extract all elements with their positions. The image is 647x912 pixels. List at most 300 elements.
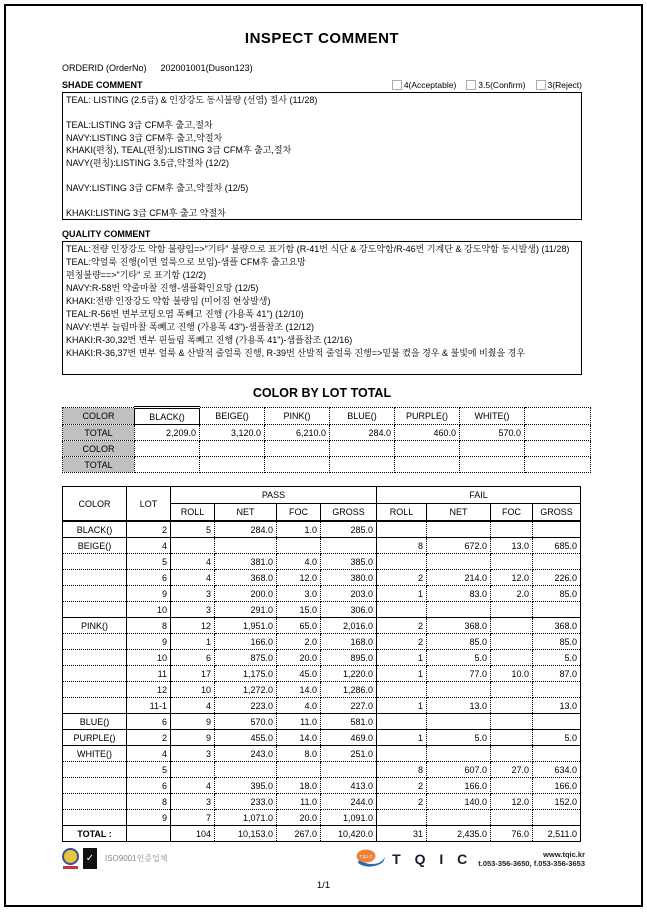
cell-pass-net: 233.0 [215, 794, 277, 810]
cell-fail-foc [491, 602, 533, 618]
comment-line: 편칭불량==>"기타" 로 표기함 (12/2) [66, 270, 207, 280]
lot-total-cell [200, 457, 265, 473]
cell-fail-roll: 8 [377, 538, 427, 554]
cell-color: PURPLE() [63, 730, 127, 746]
cell-lot: 9 [127, 634, 171, 650]
cell-color: WHITE() [63, 746, 127, 762]
cell-pass-net [215, 538, 277, 554]
header-pass-foc: FOC [277, 504, 321, 522]
acceptable-label: 4(Acceptable) [403, 80, 457, 90]
comment-line: KHAKI:R-36,37번 변부 얼룩 & 산발적 줄얼룩 진행, R-39번 산발적 줄얼룩 진행=>밑불 켰을 경우 & 불빛에 비췄을 경우 [66, 348, 526, 358]
cell-pass-roll: 4 [171, 778, 215, 794]
cell-fail-net [427, 714, 491, 730]
page-title: INSPECT COMMENT [244, 30, 400, 47]
lot-color-cell: PURPLE() [395, 408, 460, 425]
pass-fail-table [62, 486, 581, 842]
cell-pass-net: 284.0 [215, 521, 277, 538]
lot-total-cell [525, 425, 591, 441]
cell-pass-net: 875.0 [215, 650, 277, 666]
cell-fail-foc: 12.0 [491, 570, 533, 586]
cell-fail-foc [491, 554, 533, 570]
cell-fail-net: 140.0 [427, 794, 491, 810]
lot-color-cell[interactable]: BLACK() [135, 408, 200, 425]
cell-pass-foc: 8.0 [277, 746, 321, 762]
acceptable-checkbox[interactable] [392, 80, 402, 90]
cell-lot: 9 [127, 586, 171, 602]
cell-fail-foc [491, 650, 533, 666]
comment-line [66, 170, 578, 183]
cell-fail-foc [491, 810, 533, 826]
cell-fail-roll: 1 [377, 666, 427, 682]
cell-fail-gross [533, 682, 581, 698]
cell-pass-roll: 7 [171, 810, 215, 826]
comment-line: TEAL: LISTING (2.5급) & 인장강도 동시불량 (선염) 절사 (11/28) [66, 95, 318, 105]
header-pass-net: NET [215, 504, 277, 522]
cell-pass-gross: 1,091.0 [321, 810, 377, 826]
lot-color-cell [265, 441, 330, 457]
cell-lot: 12 [127, 682, 171, 698]
cell-color [63, 586, 127, 602]
cell-color [63, 666, 127, 682]
cell-color [63, 698, 127, 714]
cell-fail-net [427, 746, 491, 762]
lot-color-cell: BLUE() [330, 408, 395, 425]
cell-pass-roll: 3 [171, 794, 215, 810]
table-row [63, 586, 581, 602]
comment-line: TEAL:R-56번 변부코팅오염 폭빼고 진행 (가용폭 41") (12/10) [66, 309, 304, 319]
cell-fail-foc: 13.0 [491, 538, 533, 554]
cell-pass-gross [321, 538, 377, 554]
cell-pass-foc: 4.0 [277, 554, 321, 570]
table-row [63, 810, 581, 826]
cell-lot: 11 [127, 666, 171, 682]
cell-pass-gross: 469.0 [321, 730, 377, 746]
cell-color [63, 778, 127, 794]
cell-color [63, 682, 127, 698]
cell-lot: 5 [127, 554, 171, 570]
header-lot: LOT [127, 487, 171, 522]
cell-fail-net: 607.0 [427, 762, 491, 778]
cell-fail-foc [491, 746, 533, 762]
cell-pass-foc: 12.0 [277, 570, 321, 586]
total-pass-gross: 10,420.0 [321, 826, 377, 842]
table-row [63, 714, 581, 730]
cell-pass-gross: 385.0 [321, 554, 377, 570]
cell-lot: 9 [127, 810, 171, 826]
header-pass-gross: GROSS [321, 504, 377, 522]
lot-total-cell [135, 457, 200, 473]
cell-lot: 4 [127, 746, 171, 762]
comment-line [66, 195, 578, 208]
table-row [63, 666, 581, 682]
cell-fail-foc [491, 778, 533, 794]
lot-color-cell [460, 441, 525, 457]
lot-total-cell: 460.0 [395, 425, 460, 441]
cell-lot: 6 [127, 570, 171, 586]
cell-pass-gross: 1,220.0 [321, 666, 377, 682]
cell-fail-net: 5.0 [427, 730, 491, 746]
cell-pass-gross [321, 762, 377, 778]
cell-pass-roll: 4 [171, 698, 215, 714]
cell-pass-roll: 4 [171, 554, 215, 570]
cell-pass-net: 291.0 [215, 602, 277, 618]
cell-fail-roll: 2 [377, 794, 427, 810]
lot-color-cell [395, 441, 460, 457]
cell-pass-foc: 1.0 [277, 521, 321, 538]
cell-fail-net [427, 554, 491, 570]
table-row [63, 457, 591, 473]
lot-color-cell: WHITE() [460, 408, 525, 425]
cell-pass-gross: 1,286.0 [321, 682, 377, 698]
lot-total-cell [265, 457, 330, 473]
cell-pass-foc: 14.0 [277, 730, 321, 746]
cell-fail-net: 85.0 [427, 634, 491, 650]
cell-lot: 4 [127, 538, 171, 554]
cell-pass-roll: 3 [171, 602, 215, 618]
cell-pass-gross: 285.0 [321, 521, 377, 538]
reject-checkbox[interactable] [536, 80, 546, 90]
cell-lot: 6 [127, 714, 171, 730]
lot-color-label: COLOR [63, 408, 135, 425]
cell-fail-gross: 685.0 [533, 538, 581, 554]
cell-pass-foc: 11.0 [277, 714, 321, 730]
lot-color-cell: BEIGE() [200, 408, 265, 425]
total-pass-foc: 267.0 [277, 826, 321, 842]
cell-pass-roll: 1 [171, 634, 215, 650]
lot-total-cell [330, 457, 395, 473]
lot-total-title: COLOR BY LOT TOTAL [252, 386, 392, 400]
page-footer [62, 848, 585, 870]
header-pass-roll: ROLL [171, 504, 215, 522]
tqic-website: www.tqic.kr [543, 850, 585, 859]
cell-pass-gross: 413.0 [321, 778, 377, 794]
page-number: 1/1 [316, 880, 331, 891]
comment-line: NAVY:LISTING 3급 CFM후 출고,약절차 (12/5) [66, 183, 249, 194]
lot-color-cell [525, 441, 591, 457]
header-fail-net: NET [427, 504, 491, 522]
cell-lot: 10 [127, 650, 171, 666]
shade-section-header [62, 80, 582, 90]
comment-line: NAVY:변부 늘림마찰 폭빼고 진행 (가용폭 43")-샘플참조 (12/12) [66, 322, 315, 332]
cell-pass-net: 455.0 [215, 730, 277, 746]
lot-total-cell: 3,120.0 [200, 425, 265, 441]
cell-pass-foc: 18.0 [277, 778, 321, 794]
cell-pass-gross: 306.0 [321, 602, 377, 618]
table-row [63, 762, 581, 778]
cell-color [63, 554, 127, 570]
cell-fail-roll [377, 746, 427, 762]
total-fail-foc: 76.0 [491, 826, 533, 842]
shade-comment-box [62, 92, 582, 220]
cell-fail-gross: 634.0 [533, 762, 581, 778]
cell-pass-net: 166.0 [215, 634, 277, 650]
cell-fail-roll: 1 [377, 730, 427, 746]
lot-total-label: TOTAL [63, 425, 135, 441]
cell-fail-roll: 2 [377, 634, 427, 650]
cell-lot: 8 [127, 618, 171, 634]
cell-fail-foc [491, 618, 533, 634]
table-row [63, 778, 581, 794]
cell-fail-net [427, 521, 491, 538]
cell-fail-roll: 8 [377, 762, 427, 778]
table-row [63, 682, 581, 698]
table-row [63, 746, 581, 762]
svg-text:T.Q.I.C: T.Q.I.C [359, 853, 373, 859]
cell-pass-net: 570.0 [215, 714, 277, 730]
comment-line: KHAKI:LISTING 3급 CFM후 출고 약절차 [66, 208, 226, 219]
table-row [63, 730, 581, 746]
total-pass-roll: 104 [171, 826, 215, 842]
cell-fail-net [427, 810, 491, 826]
total-fail-net: 2,435.0 [427, 826, 491, 842]
cell-color [63, 602, 127, 618]
lot-total-cell [460, 457, 525, 473]
cell-color [63, 650, 127, 666]
cell-lot: 10 [127, 602, 171, 618]
cell-fail-gross [533, 521, 581, 538]
cell-fail-roll: 2 [377, 778, 427, 794]
cell-pass-foc: 14.0 [277, 682, 321, 698]
cell-pass-gross: 380.0 [321, 570, 377, 586]
cell-pass-roll [171, 538, 215, 554]
cell-pass-gross: 244.0 [321, 794, 377, 810]
cell-pass-foc: 65.0 [277, 618, 321, 634]
cell-fail-foc [491, 698, 533, 714]
cell-lot: 11-1 [127, 698, 171, 714]
cell-fail-net: 214.0 [427, 570, 491, 586]
cell-lot: 2 [127, 730, 171, 746]
lot-color-cell [135, 441, 200, 457]
cell-pass-gross: 203.0 [321, 586, 377, 602]
cell-fail-gross [533, 554, 581, 570]
comment-line: TEAL:약얼룩 진행(이면 얼룩으로 보임)-샘플 CFM후 출고요망 [66, 257, 306, 267]
cell-fail-gross: 5.0 [533, 650, 581, 666]
cell-pass-roll: 9 [171, 730, 215, 746]
tqic-brand [354, 848, 585, 870]
cell-color [63, 810, 127, 826]
quality-comment-label: QUALITY COMMENT [62, 229, 151, 239]
cell-pass-gross: 168.0 [321, 634, 377, 650]
tqic-contact [478, 850, 585, 868]
cell-fail-roll [377, 554, 427, 570]
cell-pass-net: 200.0 [215, 586, 277, 602]
table-row [63, 602, 581, 618]
cell-fail-gross: 85.0 [533, 634, 581, 650]
cell-fail-foc [491, 521, 533, 538]
cell-pass-foc: 2.0 [277, 634, 321, 650]
comment-line: NAVY:LISTING 3급 CFM후 출고,약절차 [66, 132, 223, 143]
total-pass-net: 10,153.0 [215, 826, 277, 842]
cell-fail-roll: 1 [377, 650, 427, 666]
cell-fail-gross: 166.0 [533, 778, 581, 794]
lot-total-cell: 570.0 [460, 425, 525, 441]
confirm-label: 3.5(Confirm) [478, 80, 526, 90]
cell-pass-roll: 12 [171, 618, 215, 634]
cell-fail-gross [533, 746, 581, 762]
comment-line [66, 107, 578, 120]
header-pass: PASS [171, 487, 377, 504]
grade-checkbox-group [392, 80, 582, 90]
cell-fail-roll: 2 [377, 570, 427, 586]
cell-color: BLACK() [63, 521, 127, 538]
tqic-logo-icon [354, 848, 386, 870]
table-row [63, 570, 581, 586]
cell-fail-roll [377, 714, 427, 730]
lot-total-cell [395, 457, 460, 473]
table-row [63, 618, 581, 634]
header-fail: FAIL [377, 487, 581, 504]
cell-fail-roll [377, 682, 427, 698]
cell-pass-roll: 4 [171, 570, 215, 586]
cell-fail-foc: 12.0 [491, 794, 533, 810]
cell-color: BLUE() [63, 714, 127, 730]
header-fail-roll: ROLL [377, 504, 427, 522]
lot-total-cell: 6,210.0 [265, 425, 330, 441]
cell-fail-foc [491, 682, 533, 698]
table-row [63, 538, 581, 554]
lot-color-label: COLOR [63, 441, 135, 457]
cell-color [63, 762, 127, 778]
cell-pass-roll: 3 [171, 586, 215, 602]
order-row [62, 63, 582, 73]
cell-pass-roll: 9 [171, 714, 215, 730]
cell-fail-foc: 10.0 [491, 666, 533, 682]
cell-pass-foc: 4.0 [277, 698, 321, 714]
comment-line: KHAKI(편칭), TEAL(편칭):LISTING 3급 CFM후 출고,절차 [66, 145, 292, 156]
cell-fail-net: 5.0 [427, 650, 491, 666]
cell-lot: 2 [127, 521, 171, 538]
cell-fail-net: 77.0 [427, 666, 491, 682]
quality-comment-box [62, 241, 582, 375]
cell-fail-gross: 226.0 [533, 570, 581, 586]
tqic-wordmark: T Q I C [392, 851, 473, 867]
cell-fail-foc [491, 634, 533, 650]
table-header-row [63, 487, 581, 504]
cell-pass-gross: 227.0 [321, 698, 377, 714]
cell-fail-foc [491, 714, 533, 730]
total-fail-roll: 31 [377, 826, 427, 842]
cell-pass-net: 1,272.0 [215, 682, 277, 698]
table-total-row [63, 826, 581, 842]
comment-line: TEAL:전량 인장강도 약함 불량임=>"기타" 불량으로 표기함 (R-41번 식단 & 강도약함/R-46번 기계단 & 강도약함 동시발생) (11/28) [66, 244, 570, 254]
cell-pass-gross: 581.0 [321, 714, 377, 730]
cell-fail-gross: 87.0 [533, 666, 581, 682]
cell-pass-net: 243.0 [215, 746, 277, 762]
cell-fail-roll: 2 [377, 618, 427, 634]
comment-line: NAVY:R-58번 약줄마찰 진행-샘플확인요망 (12/5) [66, 283, 259, 293]
order-label: ORDERID (OrderNo) [62, 63, 147, 73]
comment-line: NAVY(편칭):LISTING 3.5급,약절차 (12/2) [66, 157, 230, 168]
cell-fail-net: 672.0 [427, 538, 491, 554]
cell-fail-net: 83.0 [427, 586, 491, 602]
cell-pass-net: 381.0 [215, 554, 277, 570]
cell-pass-foc: 45.0 [277, 666, 321, 682]
cell-pass-foc [277, 538, 321, 554]
cell-fail-gross: 152.0 [533, 794, 581, 810]
cell-fail-gross: 13.0 [533, 698, 581, 714]
cell-fail-gross: 368.0 [533, 618, 581, 634]
table-row [63, 794, 581, 810]
cell-fail-roll: 1 [377, 586, 427, 602]
cell-fail-roll [377, 810, 427, 826]
registered-emblem-icon [62, 848, 79, 869]
cell-pass-net [215, 762, 277, 778]
cell-pass-net: 223.0 [215, 698, 277, 714]
emblem-text-bar [63, 866, 78, 869]
table-row [63, 554, 581, 570]
cell-fail-foc: 2.0 [491, 586, 533, 602]
grade-option-reject [536, 80, 582, 90]
grade-option-confirm [466, 80, 525, 90]
header-fail-gross: GROSS [533, 504, 581, 522]
cell-lot: 5 [127, 762, 171, 778]
iso-certification [62, 848, 168, 869]
table-row [63, 521, 581, 538]
cell-fail-net: 368.0 [427, 618, 491, 634]
comment-line: KHAKI:R-30,32번 변부 핀들림 폭빼고 진행 (가용폭 41")-샘플참조 (12/16) [66, 335, 353, 345]
tqic-phone: t.053-356-3650, f.053-356-3653 [478, 859, 585, 868]
table-row [63, 698, 581, 714]
table-row [63, 634, 581, 650]
confirm-checkbox[interactable] [466, 80, 476, 90]
header-fail-foc: FOC [491, 504, 533, 522]
lot-total-cell: 284.0 [330, 425, 395, 441]
cell-pass-foc: 20.0 [277, 810, 321, 826]
cell-pass-net: 368.0 [215, 570, 277, 586]
table-row [63, 425, 591, 441]
cell-color [63, 794, 127, 810]
cell-pass-foc [277, 762, 321, 778]
shade-comment-label: SHADE COMMENT [62, 80, 143, 90]
cell-pass-foc: 11.0 [277, 794, 321, 810]
cell-lot: 6 [127, 778, 171, 794]
cell-pass-net: 395.0 [215, 778, 277, 794]
cell-fail-roll [377, 602, 427, 618]
cell-lot: 8 [127, 794, 171, 810]
comment-line: TEAL:LISTING 3급 CFM후 출고,절차 [66, 120, 213, 131]
lot-color-cell [200, 441, 265, 457]
lot-color-cell [330, 441, 395, 457]
cell-fail-gross [533, 602, 581, 618]
table-row [63, 408, 591, 425]
color-by-lot-table [62, 406, 591, 473]
cell-pass-foc: 20.0 [277, 650, 321, 666]
cell-fail-gross [533, 714, 581, 730]
cell-fail-gross [533, 810, 581, 826]
emblem-circle-icon [62, 848, 79, 865]
table-row [63, 441, 591, 457]
cell-fail-gross: 85.0 [533, 586, 581, 602]
lot-total-cell [525, 457, 591, 473]
total-fail-gross: 2,511.0 [533, 826, 581, 842]
total-lot-cell [127, 826, 171, 842]
cell-pass-roll [171, 762, 215, 778]
report-content [62, 30, 582, 842]
cell-pass-roll: 5 [171, 521, 215, 538]
lot-total-cell: 2,209.0 [135, 425, 200, 441]
comment-line: KHAKI:전량 인장강도 약함 불량임 (미어짐 현상발생) [66, 296, 271, 306]
grade-option-acceptable [392, 80, 456, 90]
cell-pass-roll: 6 [171, 650, 215, 666]
cell-color [63, 634, 127, 650]
cell-pass-gross: 251.0 [321, 746, 377, 762]
cell-pass-gross: 895.0 [321, 650, 377, 666]
cell-fail-roll [377, 521, 427, 538]
cell-pass-foc: 3.0 [277, 586, 321, 602]
cell-pass-roll: 17 [171, 666, 215, 682]
cell-fail-foc [491, 730, 533, 746]
total-label: TOTAL : [63, 826, 127, 842]
